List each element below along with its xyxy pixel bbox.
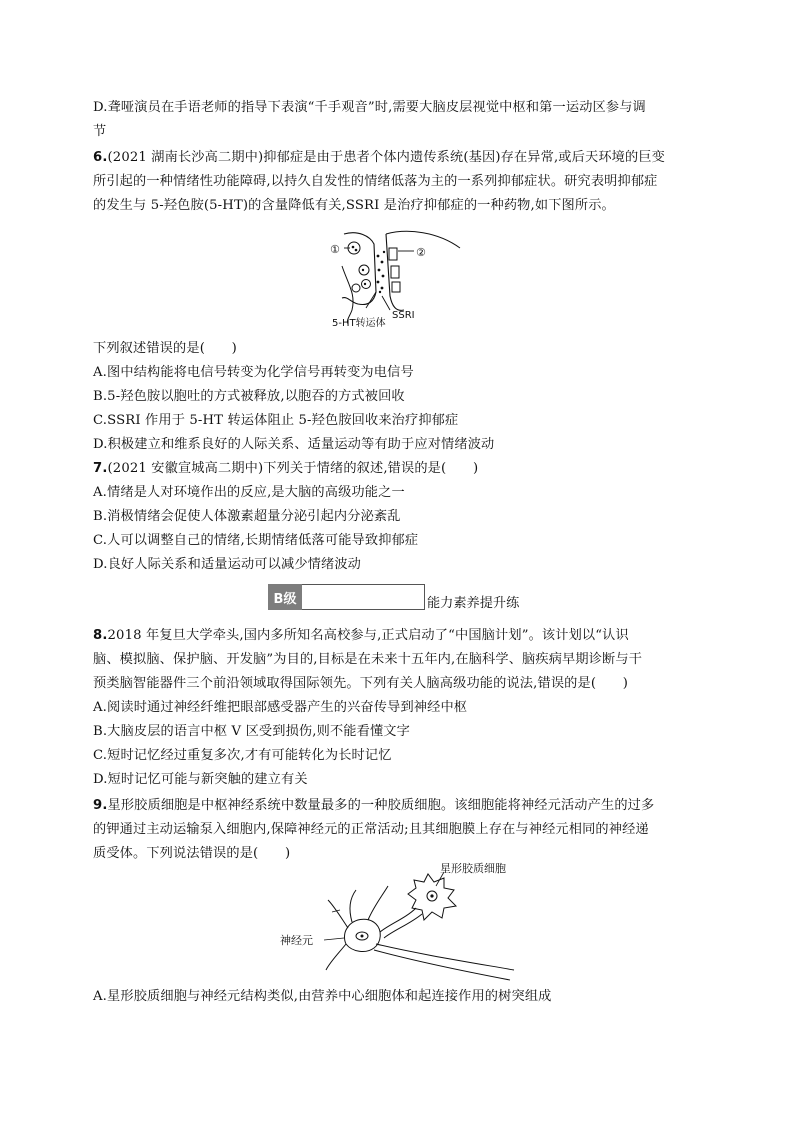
q9-option-a: A.星形胶质细胞与神经元结构类似,由营养中心细胞体和起连接作用的树突组成 <box>93 989 552 1004</box>
section-banner <box>268 584 519 610</box>
q7-option-d: D.良好人际关系和适量运动可以减少情绪波动 <box>93 557 362 572</box>
astrocyte-figure <box>278 858 528 982</box>
section-title: 能力素养提升练 <box>427 596 520 611</box>
q6-option-a: A.图中结构能将电信号转变为化学信号再转变为电信号 <box>93 365 414 380</box>
q8-stem-3: 预类脑智能器件三个前沿领域取得国际领先。下列有关人脑高级功能的说法,错误的是( ) <box>93 676 629 691</box>
q6-option-c: C.SSRI 作用于 5-HT 转运体阻止 5-羟色胺回收来治疗抑郁症 <box>93 413 459 428</box>
q8-option-b: B.大脑皮层的语言中枢 V 区受到损伤,则不能看懂文字 <box>93 724 410 739</box>
label-5ht-transporter: 5-HT转运体 <box>332 318 386 329</box>
q7-option-c: C.人可以调整自己的情绪,长期情绪低落可能导致抑郁症 <box>93 533 419 548</box>
label-neuron: 神经元 <box>280 934 313 947</box>
level-badge: B级 <box>268 584 302 610</box>
q6-question: 下列叙述错误的是( ) <box>93 341 237 356</box>
q7-option-a: A.情绪是人对环境作出的反应,是大脑的高级功能之一 <box>93 485 405 500</box>
q6-stem-1: 6.(2021 湖南长沙高二期中)抑郁症是由于患者个体内遗传系统(基因)存在异常,或后天环境的巨变 <box>93 150 666 165</box>
synapse-figure <box>328 226 468 330</box>
q5-option-d: D.聋哑演员在手语老师的指导下表演“千手观音”时,需要大脑皮层视觉中枢和第一运动区参与调 <box>93 100 646 115</box>
q6-option-d: D.积极建立和维系良好的人际关系、适量运动等有助于应对情绪波动 <box>93 437 495 452</box>
q7-option-b: B.消极情绪会促使人体激素超量分泌引起内分泌紊乱 <box>93 509 401 524</box>
q9-stem-1: 9.星形胶质细胞是中枢神经系统中数量最多的一种胶质细胞。该细胞能将神经元活动产生的过多 <box>93 798 655 813</box>
q8-stem-2: 脑、模拟脑、保护脑、开发脑”为目的,目标是在未来十五年内,在脑科学、脑疾病早期诊断与干 <box>93 652 643 667</box>
q6-stem-2: 所引起的一种情绪性功能障碍,以持久自发性的情绪低落为主的一系列抑郁症状。研究表明抑郁症 <box>93 174 658 189</box>
label-astrocyte: 星形胶质细胞 <box>440 862 506 875</box>
banner-box <box>302 584 425 610</box>
label-circle-2: ② <box>416 246 426 259</box>
q8-option-c: C.短时记忆经过重复多次,才有可能转化为长时记忆 <box>93 748 392 763</box>
label-ssri: SSRI <box>392 310 415 321</box>
q9-stem-2: 的钾通过主动运输泵入细胞内,保障神经元的正常活动;且其细胞膜上存在与神经元相同的神经递 <box>93 822 649 837</box>
label-circle-1: ① <box>330 243 340 256</box>
q8-option-a: A.阅读时通过神经纤维把眼部感受器产生的兴奋传导到神经中枢 <box>93 700 468 715</box>
q6-stem-3: 的发生与 5-羟色胺(5-HT)的含量降低有关,SSRI 是治疗抑郁症的一种药物,如下图所示。 <box>93 198 615 213</box>
q8-option-d: D.短时记忆可能与新突触的建立有关 <box>93 772 308 787</box>
q5-option-d-cont: 节 <box>93 124 107 139</box>
q8-stem-1: 8.2018 年复旦大学牵头,国内多所知名高校参与,正式启动了“中国脑计划”。该计划以“认识 <box>93 628 629 643</box>
q9-stem-3: 质受体。下列说法错误的是( ) <box>93 846 291 861</box>
q7-stem: 7.(2021 安徽宣城高二期中)下列关于情绪的叙述,错误的是( ) <box>93 461 479 476</box>
q6-option-b: B.5-羟色胺以胞吐的方式被释放,以胞吞的方式被回收 <box>93 389 405 404</box>
